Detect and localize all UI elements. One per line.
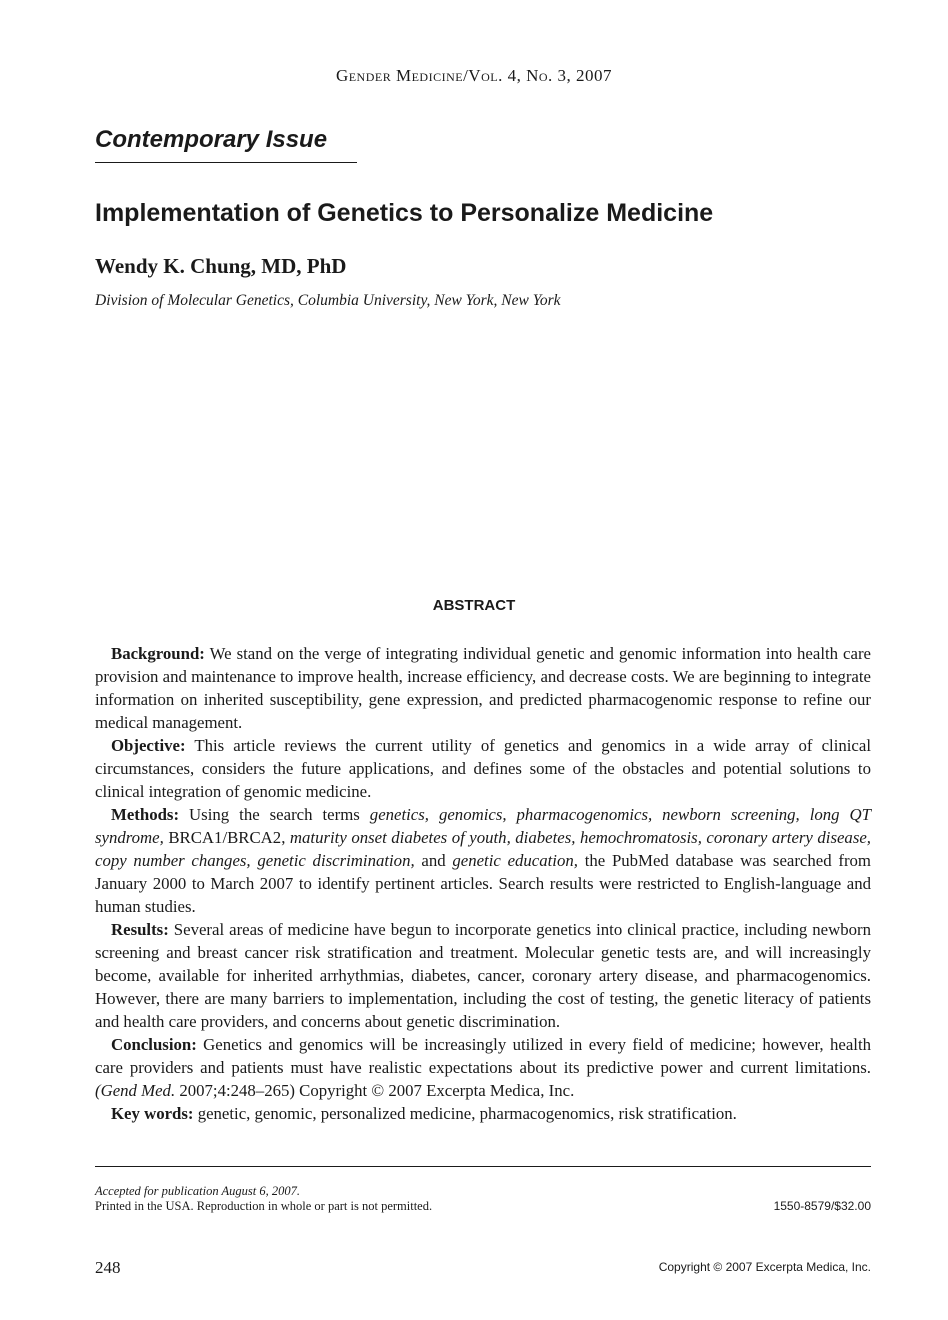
- conclusion-label: Conclusion:: [111, 1035, 197, 1054]
- accepted-note: Accepted for publication August 6, 2007.: [95, 1184, 300, 1198]
- citation-journal: (Gend Med.: [95, 1081, 176, 1100]
- results-label: Results:: [111, 920, 169, 939]
- results-text: Several areas of medicine have begun to incorporate genetics into clinical practice, including newborn screening and breast cancer risk stratification and treatment. Molecular genetic tests are, and will increasingly become, available for inherited arrhythmias, diabetes, cancer, coronary artery disease, and pharmacogenomics. However, there are many barriers to implementation, including the cost of testing, the genetic literacy of patients and health care providers, and concerns about genetic discrimination.: [95, 920, 871, 1031]
- section-label: Contemporary Issue: [95, 126, 328, 153]
- article-title: Implementation of Genetics to Personalize Medicine: [95, 199, 714, 227]
- background-text: We stand on the verge of integrating individual genetic and genomic information into health care provision and maintenance to improve health, increase efficiency, and decrease costs. We are beginning to integrate information on inherited susceptibility, gene expression, and predicted pharmacogenomic response to refine our medical management.: [95, 644, 871, 732]
- keywords-text: genetic, genomic, personalized medicine, pharmacogenomics, risk stratification.: [193, 1104, 737, 1123]
- methods-terms-3: genetic education,: [452, 851, 578, 870]
- methods-text-1: Using the search terms: [179, 805, 370, 824]
- abstract-methods: [95, 803, 871, 918]
- printed-note: Printed in the USA. Reproduction in whole or part is not permitted.: [95, 1199, 433, 1213]
- abstract-heading: ABSTRACT: [432, 597, 516, 614]
- methods-text-2: BRCA1/BRCA2,: [163, 828, 290, 847]
- section-rule: [95, 162, 357, 163]
- page-number: 248: [95, 1258, 121, 1277]
- methods-label: Methods:: [111, 805, 180, 824]
- issn-price: 1550-8579/$32.00: [773, 1199, 871, 1213]
- conclusion-text: Genetics and genomics will be increasingly utilized in every field of medicine; however, health care providers and patients must have realistic expectations about its predictive power and current limitations.: [95, 1035, 871, 1077]
- abstract-conclusion: [95, 1033, 871, 1102]
- background-label: Background:: [111, 644, 205, 663]
- objective-label: Objective:: [111, 736, 186, 755]
- methods-terms-2: maturity onset diabetes of youth, diabetes, hemochromatosis, coronary artery disease, copy number changes, genetic discrimination,: [95, 828, 871, 870]
- abstract-keywords: [95, 1102, 871, 1125]
- abstract-body: [95, 642, 871, 1125]
- keywords-label: Key words:: [111, 1104, 194, 1123]
- footer-rule: [95, 1166, 871, 1167]
- abstract-objective: [95, 734, 871, 803]
- citation-rest: 2007;4:248–265) Copyright © 2007 Excerpta Medica, Inc.: [175, 1081, 575, 1100]
- author-affiliation: Division of Molecular Genetics, Columbia University, New York, New York: [95, 292, 561, 309]
- abstract-results: [95, 918, 871, 1033]
- copyright-footer: Copyright © 2007 Excerpta Medica, Inc.: [658, 1260, 871, 1274]
- objective-text: This article reviews the current utility of genetics and genomics in a wide array of clinical circumstances, considers the future applications, and defines some of the obstacles and potential solutions to clinical integration of genomic medicine.: [95, 736, 871, 801]
- abstract-background: [95, 642, 871, 734]
- running-head: Gender Medicine/Vol. 4, No. 3, 2007: [335, 66, 613, 85]
- methods-text-4: the PubMed database was searched from January 2000 to March 2007 to identify pertinent articles. Search results were restricted to English-language and human studies.: [95, 851, 871, 916]
- methods-text-3: and: [414, 851, 453, 870]
- author-name: Wendy K. Chung, MD, PhD: [95, 254, 347, 278]
- methods-terms-1: genetics, genomics, pharmacogenomics, newborn screening, long QT syndrome,: [95, 805, 871, 847]
